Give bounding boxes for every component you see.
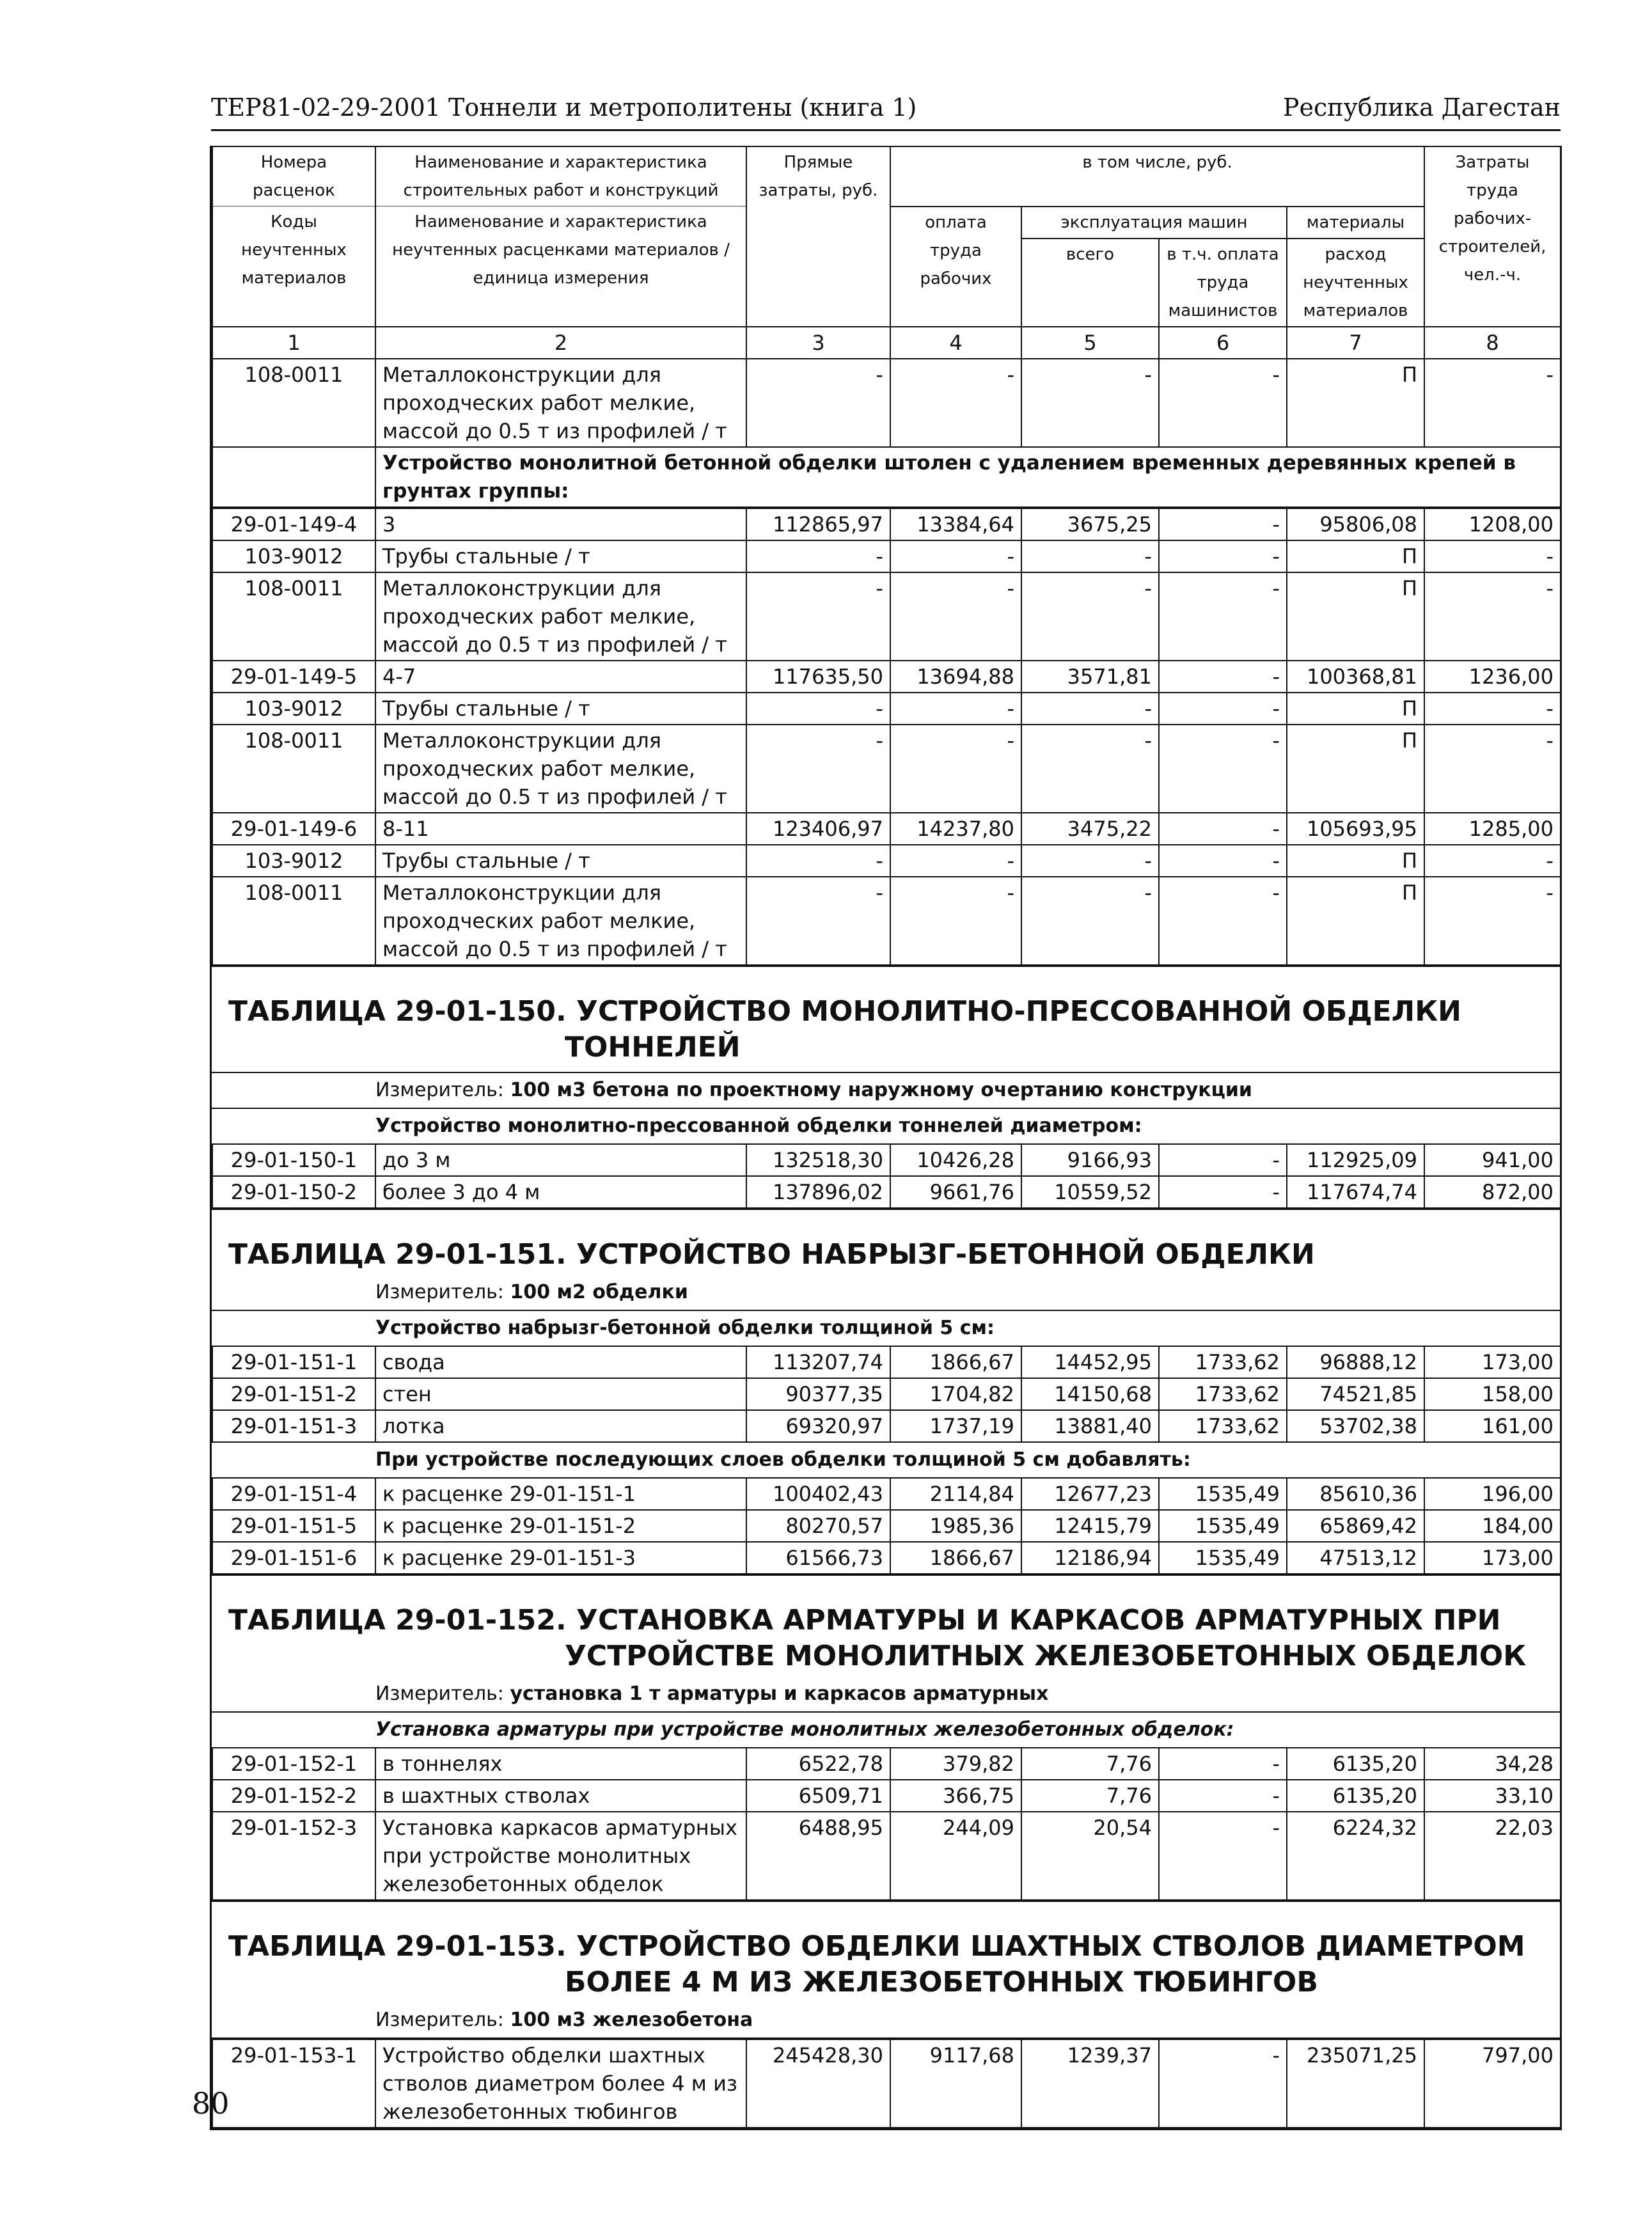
labor-pay: 366,75	[890, 1780, 1021, 1812]
direct-cost: 113207,74	[746, 1346, 890, 1378]
direct-cost: -	[746, 845, 890, 877]
page-header	[211, 91, 1561, 131]
meas-value: 100 м3 бетона по проектному наружному очертанию конструкции	[510, 1078, 1252, 1101]
machines-operator: -	[1159, 693, 1287, 725]
table-row	[212, 1176, 1561, 1208]
rate-name: к расценке 29-01-151-3	[375, 1542, 746, 1574]
materials: П	[1287, 572, 1424, 661]
col-header-name-top: Наименование и характеристика строительных работ и конструкций	[375, 146, 746, 207]
machines-operator: -	[1159, 845, 1287, 877]
materials: П	[1287, 845, 1424, 877]
rate-code: 108-0011	[212, 572, 375, 661]
labor-pay: 13384,64	[890, 508, 1021, 540]
machines-total: 1239,37	[1021, 2039, 1159, 2128]
heading-line: ТАБЛИЦА 29-01-153. УСТРОЙСТВО ОБДЕЛКИ ШАХТНЫХ СТВОЛОВ ДИАМЕТРОМ	[228, 1929, 1525, 1963]
machines-operator: -	[1159, 1748, 1287, 1780]
col-num: 5	[1021, 327, 1159, 359]
heading-line: ТОННЕЛЕЙ	[565, 1030, 741, 1064]
table-row	[212, 2039, 1561, 2128]
machines-operator: -	[1159, 1812, 1287, 1900]
labor-cost: 158,00	[1424, 1378, 1561, 1410]
table-row	[212, 540, 1561, 572]
section-title: Устройство монолитной бетонной обделки штолен с удалением временных деревянных крепей в грунтах группы:	[375, 447, 1561, 507]
table-row	[212, 1542, 1561, 1574]
labor-pay: -	[890, 540, 1021, 572]
heading-line: УСТРОЙСТВЕ МОНОЛИТНЫХ ЖЕЛЕЗОБЕТОННЫХ ОБДЕЛОК	[565, 1639, 1527, 1672]
section-row	[212, 447, 1561, 507]
rate-name: Установка каркасов арматурных при устройстве монолитных железобетонных обделок	[375, 1812, 746, 1900]
machines-total: 14150,68	[1021, 1378, 1159, 1410]
labor-cost: 196,00	[1424, 1478, 1561, 1510]
direct-cost: 90377,35	[746, 1378, 890, 1410]
labor-cost: 22,03	[1424, 1812, 1561, 1900]
direct-cost: 6488,95	[746, 1812, 890, 1900]
direct-cost: -	[746, 877, 890, 965]
table-row	[212, 725, 1561, 813]
rate-name: до 3 м	[375, 1144, 746, 1176]
section-title: Устройство набрызг-бетонной обделки толщиной 5 см:	[375, 1316, 995, 1339]
labor-cost: 173,00	[1424, 1346, 1561, 1378]
direct-cost: 112865,97	[746, 508, 890, 540]
direct-cost: -	[746, 572, 890, 661]
col-header-codes-bottom: Коды неучтенных материалов	[212, 207, 375, 327]
table-row	[212, 1346, 1561, 1378]
col-header-machines: эксплуатация машин	[1021, 207, 1287, 239]
labor-pay: 13694,88	[890, 661, 1021, 693]
table-row	[212, 1748, 1561, 1780]
section-title: При устройстве последующих слоев обделки толщиной 5 см добавлять:	[375, 1448, 1191, 1471]
labor-pay: 2114,84	[890, 1478, 1021, 1510]
rate-name: к расценке 29-01-151-2	[375, 1510, 746, 1542]
meas-value: 100 м3 железобетона	[510, 2008, 753, 2031]
machines-operator: 1733,62	[1159, 1346, 1287, 1378]
machines-operator: -	[1159, 1780, 1287, 1812]
region-name: Республика Дагестан	[1282, 93, 1561, 122]
direct-cost: 123406,97	[746, 813, 890, 845]
labor-pay: -	[890, 359, 1021, 447]
rate-name: стен	[375, 1378, 746, 1410]
machines-operator: 1535,49	[1159, 1510, 1287, 1542]
col-header-codes-top: Номера расценок	[212, 146, 375, 207]
col-num: 2	[375, 327, 746, 359]
labor-cost: -	[1424, 725, 1561, 813]
labor-cost: -	[1424, 877, 1561, 965]
rate-name: Металлоконструкции для проходческих работ мелкие, массой до 0.5 т из профилей / т	[375, 572, 746, 661]
direct-cost: -	[746, 725, 890, 813]
direct-cost: 80270,57	[746, 1510, 890, 1542]
rate-name: в тоннелях	[375, 1748, 746, 1780]
table-row	[212, 1144, 1561, 1176]
materials: 6224,32	[1287, 1812, 1424, 1900]
labor-cost: 173,00	[1424, 1542, 1561, 1574]
direct-cost: 137896,02	[746, 1176, 890, 1208]
materials: 74521,85	[1287, 1378, 1424, 1410]
machines-operator: -	[1159, 1144, 1287, 1176]
col-header-materials: материалы	[1287, 207, 1424, 239]
materials: П	[1287, 877, 1424, 965]
measurement-unit	[212, 1677, 1560, 1713]
section-title: Установка арматуры при устройстве монолитных железобетонных обделок:	[375, 1718, 1234, 1741]
heading-line: ТАБЛИЦА 29-01-151. УСТРОЙСТВО НАБРЫЗГ-БЕТОННОЙ ОБДЕЛКИ	[228, 1237, 1315, 1271]
col-header-materials-sub: расход неучтенных материалов	[1287, 239, 1424, 327]
rate-code: 103-9012	[212, 845, 375, 877]
meas-label: Измеритель:	[375, 2008, 504, 2031]
rate-code: 29-01-151-5	[212, 1510, 375, 1542]
col-num: 7	[1287, 327, 1424, 359]
machines-total: 3675,25	[1021, 508, 1159, 540]
column-numbers-row	[212, 327, 1561, 359]
rate-name: более 3 до 4 м	[375, 1176, 746, 1208]
rate-code: 29-01-150-2	[212, 1176, 375, 1208]
direct-cost: -	[746, 540, 890, 572]
materials: 85610,36	[1287, 1478, 1424, 1510]
table-heading-152	[212, 1574, 1560, 1677]
labor-pay: 14237,80	[890, 813, 1021, 845]
materials: 6135,20	[1287, 1748, 1424, 1780]
table-row	[212, 1478, 1561, 1510]
rate-name: свода	[375, 1346, 746, 1378]
materials: 96888,12	[1287, 1346, 1424, 1378]
rate-name: 3	[375, 508, 746, 540]
materials: 235071,25	[1287, 2039, 1424, 2128]
materials: П	[1287, 725, 1424, 813]
machines-total: -	[1021, 572, 1159, 661]
rate-name: к расценке 29-01-151-1	[375, 1478, 746, 1510]
labor-pay: 1737,19	[890, 1410, 1021, 1442]
measurement-unit	[212, 2003, 1560, 2039]
table-row	[212, 508, 1561, 540]
measurement-unit	[212, 1072, 1560, 1109]
materials: 65869,42	[1287, 1510, 1424, 1542]
rate-code: 103-9012	[212, 540, 375, 572]
meas-value: 100 м2 обделки	[510, 1280, 688, 1303]
rates-table-149	[212, 146, 1561, 508]
labor-cost: 184,00	[1424, 1510, 1561, 1542]
rate-name: Трубы стальные / т	[375, 693, 746, 725]
labor-cost: -	[1424, 693, 1561, 725]
table-row	[212, 1510, 1561, 1542]
col-num: 8	[1424, 327, 1561, 359]
rates-table-151-a	[212, 1346, 1561, 1443]
rate-code: 29-01-149-6	[212, 813, 375, 845]
machines-total: 3475,22	[1021, 813, 1159, 845]
rate-name: Металлоконструкции для проходческих работ мелкие, массой до 0.5 т из профилей / т	[375, 877, 746, 965]
machines-total: 14452,95	[1021, 1346, 1159, 1378]
machines-operator: 1535,49	[1159, 1478, 1287, 1510]
rate-name: 4-7	[375, 661, 746, 693]
table-row	[212, 572, 1561, 661]
measurement-unit	[212, 1275, 1560, 1311]
meas-value: установка 1 т арматуры и каркасов арматурных	[510, 1682, 1049, 1705]
table-heading-151	[212, 1209, 1560, 1275]
labor-pay: 1704,82	[890, 1378, 1021, 1410]
machines-total: 20,54	[1021, 1812, 1159, 1900]
machines-operator: -	[1159, 540, 1287, 572]
col-header-machines-operator: в т.ч. оплата труда машинистов	[1159, 239, 1287, 327]
rate-name: лотка	[375, 1410, 746, 1442]
labor-cost: 872,00	[1424, 1176, 1561, 1208]
meas-label: Измеритель:	[375, 1682, 504, 1705]
machines-total: 7,76	[1021, 1780, 1159, 1812]
materials: 95806,08	[1287, 508, 1424, 540]
labor-cost: 1285,00	[1424, 813, 1561, 845]
materials: 53702,38	[1287, 1410, 1424, 1442]
labor-cost: 1236,00	[1424, 661, 1561, 693]
materials: 47513,12	[1287, 1542, 1424, 1574]
table-row	[212, 1780, 1561, 1812]
machines-total: -	[1021, 540, 1159, 572]
col-num: 4	[890, 327, 1021, 359]
labor-cost: 33,10	[1424, 1780, 1561, 1812]
labor-cost: -	[1424, 540, 1561, 572]
direct-cost: 6509,71	[746, 1780, 890, 1812]
machines-total: -	[1021, 693, 1159, 725]
labor-cost: -	[1424, 359, 1561, 447]
labor-cost: -	[1424, 845, 1561, 877]
direct-cost: -	[746, 359, 890, 447]
col-num: 1	[212, 327, 375, 359]
direct-cost: 61566,73	[746, 1542, 890, 1574]
rates-table-150	[212, 1143, 1561, 1209]
document-title: ТЕР81-02-29-2001 Тоннели и метрополитены (книга 1)	[211, 93, 917, 122]
rate-code: 29-01-152-3	[212, 1812, 375, 1900]
machines-total: -	[1021, 359, 1159, 447]
machines-total: 12415,79	[1021, 1510, 1159, 1542]
rate-code: 103-9012	[212, 693, 375, 725]
machines-operator: -	[1159, 661, 1287, 693]
rate-code: 29-01-152-1	[212, 1748, 375, 1780]
table-row	[212, 877, 1561, 965]
materials: 112925,09	[1287, 1144, 1424, 1176]
col-num: 6	[1159, 327, 1287, 359]
labor-pay: 1985,36	[890, 1510, 1021, 1542]
rate-name: Устройство обделки шахтных стволов диаметром более 4 м из железобетонных тюбингов	[375, 2039, 746, 2128]
document-body	[210, 146, 1562, 2130]
table-row	[212, 1410, 1561, 1442]
rate-code: 29-01-149-4	[212, 508, 375, 540]
rate-code: 29-01-151-3	[212, 1410, 375, 1442]
labor-pay: -	[890, 572, 1021, 661]
machines-operator: -	[1159, 508, 1287, 540]
rate-code: 108-0011	[212, 359, 375, 447]
table-heading-150	[212, 966, 1560, 1068]
col-header-labor-pay: оплата труда рабочих	[890, 207, 1021, 327]
table-row	[212, 359, 1561, 447]
machines-operator: -	[1159, 359, 1287, 447]
machines-total: 9166,93	[1021, 1144, 1159, 1176]
direct-cost: 69320,97	[746, 1410, 890, 1442]
rate-code: 29-01-149-5	[212, 661, 375, 693]
machines-operator: -	[1159, 813, 1287, 845]
machines-total: -	[1021, 877, 1159, 965]
labor-cost: 941,00	[1424, 1144, 1561, 1176]
labor-pay: 379,82	[890, 1748, 1021, 1780]
machines-operator: -	[1159, 1176, 1287, 1208]
rate-name: в шахтных стволах	[375, 1780, 746, 1812]
machines-operator: -	[1159, 725, 1287, 813]
labor-cost: 797,00	[1424, 2039, 1561, 2128]
meas-label: Измеритель:	[375, 1280, 504, 1303]
machines-operator: 1733,62	[1159, 1410, 1287, 1442]
rates-table-152	[212, 1747, 1561, 1901]
materials: П	[1287, 359, 1424, 447]
rate-name: Металлоконструкции для проходческих работ мелкие, массой до 0.5 т из профилей / т	[375, 725, 746, 813]
col-header-incl: в том числе, руб.	[890, 146, 1424, 207]
labor-pay: -	[890, 877, 1021, 965]
machines-total: 12677,23	[1021, 1478, 1159, 1510]
materials: 100368,81	[1287, 661, 1424, 693]
rate-code: 29-01-151-6	[212, 1542, 375, 1574]
materials: П	[1287, 540, 1424, 572]
rate-name: Трубы стальные / т	[375, 845, 746, 877]
blank-cell	[212, 447, 375, 507]
rate-code: 108-0011	[212, 725, 375, 813]
machines-total: 10559,52	[1021, 1176, 1159, 1208]
table-row	[212, 1812, 1561, 1900]
machines-total: 13881,40	[1021, 1410, 1159, 1442]
materials: П	[1287, 693, 1424, 725]
meas-label: Измеритель:	[375, 1078, 504, 1101]
labor-cost: 161,00	[1424, 1410, 1561, 1442]
materials: 105693,95	[1287, 813, 1424, 845]
labor-pay: -	[890, 845, 1021, 877]
labor-cost: 1208,00	[1424, 508, 1561, 540]
materials: 117674,74	[1287, 1176, 1424, 1208]
labor-cost: -	[1424, 572, 1561, 661]
page-number: 80	[192, 2086, 230, 2121]
direct-cost: 6522,78	[746, 1748, 890, 1780]
table-row	[212, 813, 1561, 845]
table-row	[212, 693, 1561, 725]
machines-operator: -	[1159, 877, 1287, 965]
direct-cost: 117635,50	[746, 661, 890, 693]
col-header-machines-total: всего	[1021, 239, 1159, 327]
rate-name: Металлоконструкции для проходческих работ мелкие, массой до 0.5 т из профилей / т	[375, 359, 746, 447]
rate-code: 29-01-151-1	[212, 1346, 375, 1378]
col-header-name-bottom: Наименование и характеристика неучтенных расценками материалов / единица измерения	[375, 207, 746, 327]
machines-total: 12186,94	[1021, 1542, 1159, 1574]
table-heading-153	[212, 1901, 1560, 2003]
table-row	[212, 1378, 1561, 1410]
rates-table-153	[212, 2039, 1561, 2128]
rate-code: 29-01-151-2	[212, 1378, 375, 1410]
machines-total: 3571,81	[1021, 661, 1159, 693]
machines-operator: -	[1159, 572, 1287, 661]
machines-total: 7,76	[1021, 1748, 1159, 1780]
labor-pay: 9661,76	[890, 1176, 1021, 1208]
col-header-direct: Прямые затраты, руб.	[746, 146, 890, 327]
col-num: 3	[746, 327, 890, 359]
rates-table-151-b	[212, 1477, 1561, 1574]
col-header-labor-cost: Затраты труда рабочих-строителей, чел.-ч.	[1424, 146, 1561, 327]
labor-pay: 244,09	[890, 1812, 1021, 1900]
machines-total: -	[1021, 845, 1159, 877]
labor-pay: 1866,67	[890, 1346, 1021, 1378]
labor-cost: 34,28	[1424, 1748, 1561, 1780]
rate-code: 108-0011	[212, 877, 375, 965]
table-row	[212, 661, 1561, 693]
direct-cost: 132518,30	[746, 1144, 890, 1176]
direct-cost: 100402,43	[746, 1478, 890, 1510]
rate-code: 29-01-153-1	[212, 2039, 375, 2128]
rates-table-149-rows	[212, 508, 1561, 966]
machines-total: -	[1021, 725, 1159, 813]
labor-pay: -	[890, 693, 1021, 725]
materials: 6135,20	[1287, 1780, 1424, 1812]
labor-pay: -	[890, 725, 1021, 813]
section-title: Устройство монолитно-прессованной обделки тоннелей диаметром:	[375, 1114, 1142, 1137]
direct-cost: 245428,30	[746, 2039, 890, 2128]
direct-cost: -	[746, 693, 890, 725]
heading-line: БОЛЕЕ 4 М ИЗ ЖЕЛЕЗОБЕТОННЫХ ТЮБИНГОВ	[565, 1965, 1318, 1998]
heading-line: ТАБЛИЦА 29-01-150. УСТРОЙСТВО МОНОЛИТНО-ПРЕССОВАННОЙ ОБДЕЛКИ	[228, 994, 1462, 1028]
heading-line: ТАБЛИЦА 29-01-152. УСТАНОВКА АРМАТУРЫ И КАРКАСОВ АРМАТУРНЫХ ПРИ	[228, 1603, 1501, 1637]
rate-code: 29-01-151-4	[212, 1478, 375, 1510]
machines-operator: 1733,62	[1159, 1378, 1287, 1410]
rate-name: 8-11	[375, 813, 746, 845]
machines-operator: -	[1159, 2039, 1287, 2128]
rate-code: 29-01-150-1	[212, 1144, 375, 1176]
labor-pay: 9117,68	[890, 2039, 1021, 2128]
table-row	[212, 845, 1561, 877]
machines-operator: 1535,49	[1159, 1542, 1287, 1574]
rate-code: 29-01-152-2	[212, 1780, 375, 1812]
rate-name: Трубы стальные / т	[375, 540, 746, 572]
labor-pay: 10426,28	[890, 1144, 1021, 1176]
labor-pay: 1866,67	[890, 1542, 1021, 1574]
